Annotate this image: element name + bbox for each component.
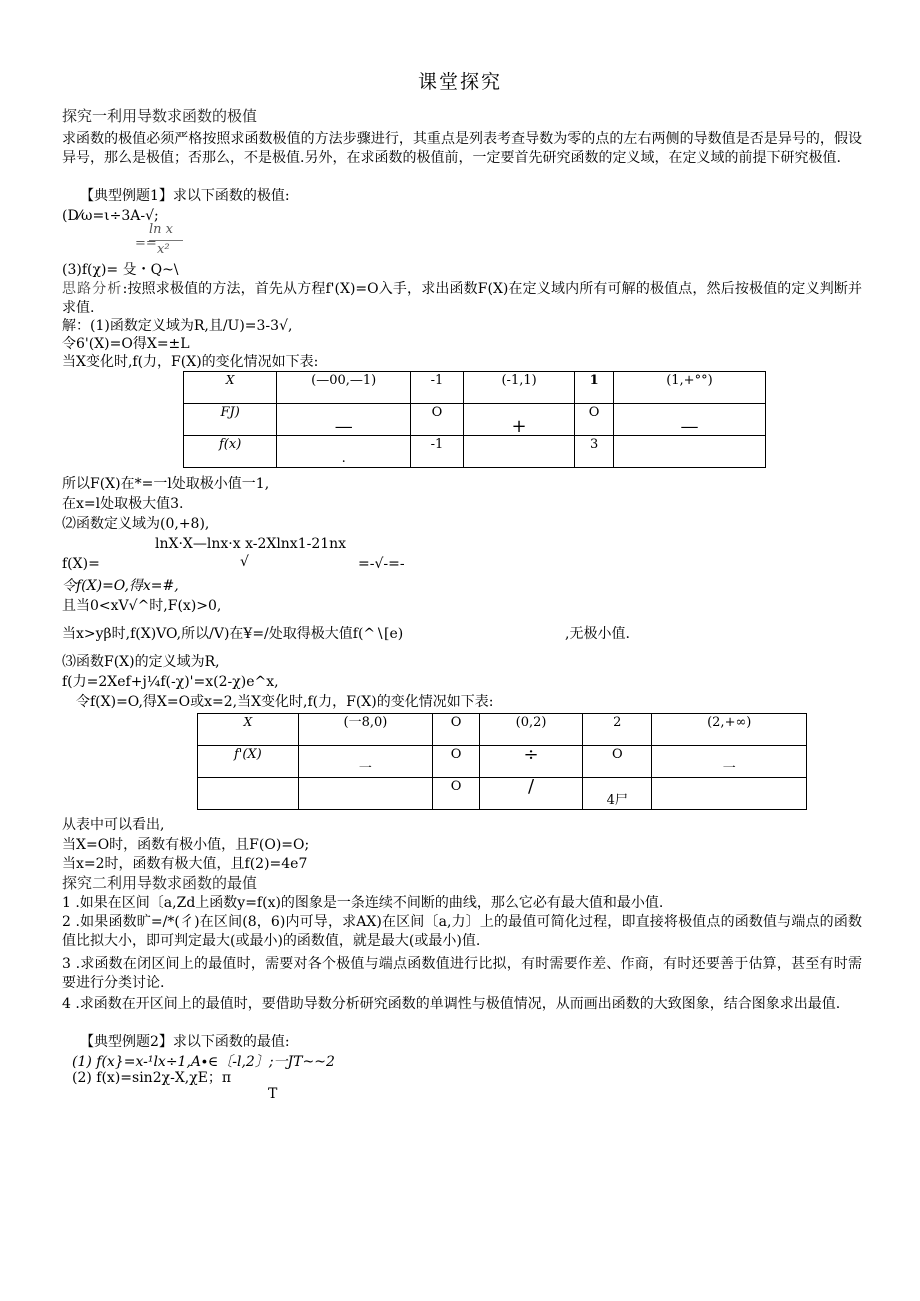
table-1-row xyxy=(184,372,766,404)
table-1 xyxy=(183,371,766,468)
part-2-line-6: 当x>yβ时,f(X)VO,所以/V)在¥=/处取得极大值f(^∖[e) xyxy=(62,626,404,642)
solution-line-2: 令6'(X)=O得X=±L xyxy=(62,336,190,352)
table-cell: 一 xyxy=(652,746,807,778)
result-line-2: 在x=l处取极大值3. xyxy=(62,496,184,512)
table-cell: O xyxy=(583,746,652,778)
section-1-intro: 求函数的极值必须严格按照求函数极值的方法步骤进行，其重点是列表考查导数为零的点的左右两侧的导数值是否是异号的，假设异号，那么是极值；否那么，不是极值.另外，在求函数的极值前，一定要首先研究函数的定义域，在定义域的前提下研究极值. xyxy=(62,131,862,166)
page-title: 课堂探究 xyxy=(417,71,502,93)
part-2-line-5: 且当0<xV√^时,F(x)>0, xyxy=(62,598,222,614)
table-cell xyxy=(463,436,575,468)
table-2 xyxy=(197,713,807,810)
table-cell: — xyxy=(613,404,765,436)
part-3-line-2: f(力=2Xef+j¼f(-χ)'=x(2-χ)e^x, xyxy=(62,674,279,690)
solution-line-3: 当X变化时,f(力，F(X)的变化情况如下表: xyxy=(62,354,319,370)
table-cell: — xyxy=(277,404,411,436)
part-3-line-3: 令f(X)=O,得X=O或x=2,当X变化时,f(力，F(X)的变化情况如下表: xyxy=(76,694,494,710)
table-cell: (—00,—1) xyxy=(277,372,411,404)
table-cell: (一8,0) xyxy=(298,714,432,746)
solution-line-1: 解：(1)函数定义域为R,且/U)=3-3√, xyxy=(62,318,293,334)
section-2-item-3: 3 .求函数在闭区间上的最值时，需要对各个极值与端点函数值进行比拟，有时需要作差、作商，有时还要善于估算，甚至有时需要进行分类讨论. xyxy=(62,956,862,991)
example-1-q2-fraction xyxy=(135,222,195,262)
hint-paragraph xyxy=(62,280,862,318)
section-2-item-2: 2 .如果函数旷=/*(彳)在区间(8，6)内可导，求AX)在区间〔a,力〕上的最值可简化过程，即直接将极值点的函数值与端点的函数值比拟大小，即可判定最大(或最小)的函数值，就是最大(或最小)值. xyxy=(62,914,862,949)
result-line-1: 所以F(X)在*=一l处取极小值一1, xyxy=(62,476,270,492)
table-1-row xyxy=(184,404,766,436)
table-cell: FJ) xyxy=(184,404,277,436)
table-cell xyxy=(298,778,432,810)
conclusion-line-3: 当x=2时，函数有极大值，且f(2)=4e7 xyxy=(62,856,308,872)
table-cell xyxy=(198,778,299,810)
table-cell: f(x) xyxy=(184,436,277,468)
table-cell: O xyxy=(433,746,480,778)
example-2-q2-denominator: T xyxy=(268,1086,278,1102)
table-2-row xyxy=(198,714,807,746)
table-cell: ÷ xyxy=(480,746,583,778)
conclusion-line-2: 当X=O时，函数有极小值，且F(O)=O; xyxy=(62,837,310,853)
table-cell: 一 xyxy=(298,746,432,778)
table-cell xyxy=(652,778,807,810)
table-cell: O xyxy=(575,404,614,436)
table-cell xyxy=(613,436,765,468)
table-cell: 4尸 xyxy=(583,778,652,810)
table-cell: + xyxy=(463,404,575,436)
section-2-item-1: 1 .如果在区间〔a,Zd上函数y=f(x)的图象是一条连续不间断的曲线，那么它必有最大值和最小值. xyxy=(62,895,664,911)
table-2-row xyxy=(198,778,807,810)
example-2-q1: (1) f(x}=x-¹lx÷1,A∙∈〔-l,2〕;一JT~~2 xyxy=(72,1054,335,1070)
example-1-q3: (3)f(χ)= 殳・Q~\ xyxy=(62,262,179,278)
example-1-q1: (D⁄ω=ι÷3A-√; xyxy=(62,208,159,224)
table-cell: (0,2) xyxy=(480,714,583,746)
table-1-row xyxy=(184,436,766,468)
table-cell: 3 xyxy=(575,436,614,468)
table-cell: X xyxy=(184,372,277,404)
table-cell: 1 xyxy=(575,372,614,404)
table-cell: O xyxy=(411,404,464,436)
table-2-row xyxy=(198,746,807,778)
table-cell: O xyxy=(433,714,480,746)
table-cell: (1,+°°) xyxy=(613,372,765,404)
part-2-fx: f(X)= xyxy=(62,556,100,572)
table-cell: / xyxy=(480,778,583,810)
table-cell: f'(X) xyxy=(198,746,299,778)
hint-text: :按照求极值的方法，首先从方程f'(X)=O入手，求出函数F(X)在定义域内所有可解的极值点，然后按极值的定义判断并求值. xyxy=(62,281,863,316)
table-cell: . xyxy=(277,436,411,468)
conclusion-line-1: 从表中可以看出, xyxy=(62,817,165,833)
part-3-line-1: ⑶函数F(X)的定义域为R, xyxy=(62,654,220,670)
table-cell: 2 xyxy=(583,714,652,746)
part-2-line-6-end: ,无极小值. xyxy=(565,626,630,642)
table-cell: (2,+∞) xyxy=(652,714,807,746)
hint-label: 思路分析 xyxy=(62,281,123,297)
example-2-label: 【典型例题2】求以下函数的最值: xyxy=(80,1034,290,1050)
example-2-q2: (2) f(x)=sin2χ-X,χE；π xyxy=(72,1070,232,1086)
table-cell: X xyxy=(198,714,299,746)
table-cell: (-1,1) xyxy=(463,372,575,404)
part-2-line-1: ⑵函数定义域为(0,+8), xyxy=(62,516,210,532)
table-cell: O xyxy=(433,778,480,810)
q2-equals: == xyxy=(135,236,157,251)
section-1-heading: 探究一利用导数求函数的极值 xyxy=(62,107,258,125)
section-2-heading: 探究二利用导数求函数的最值 xyxy=(62,874,258,892)
section-2-item-4: 4 .求函数在开区间上的最值时，要借助导数分析研究函数的单调性与极值情况，从而画出函数的大致图象，结合图象求出最值. xyxy=(62,996,841,1012)
example-1-label: 【典型例题1】求以下函数的极值: xyxy=(80,188,290,204)
q2-numerator: ln x xyxy=(149,222,173,237)
part-2-sqrt: √ xyxy=(240,554,249,570)
q2-denominator: x² xyxy=(157,242,170,257)
q2-fraction-bar xyxy=(149,240,183,241)
part-2-line-4: 令f(X)=O,得x=#, xyxy=(62,578,179,594)
table-cell: -1 xyxy=(411,372,464,404)
part-2-right: =-√-=- xyxy=(358,556,405,572)
part-2-numerator: lnX·X—lnx·x x-2Xlnx1-21nx xyxy=(155,536,347,552)
table-cell: -1 xyxy=(411,436,464,468)
